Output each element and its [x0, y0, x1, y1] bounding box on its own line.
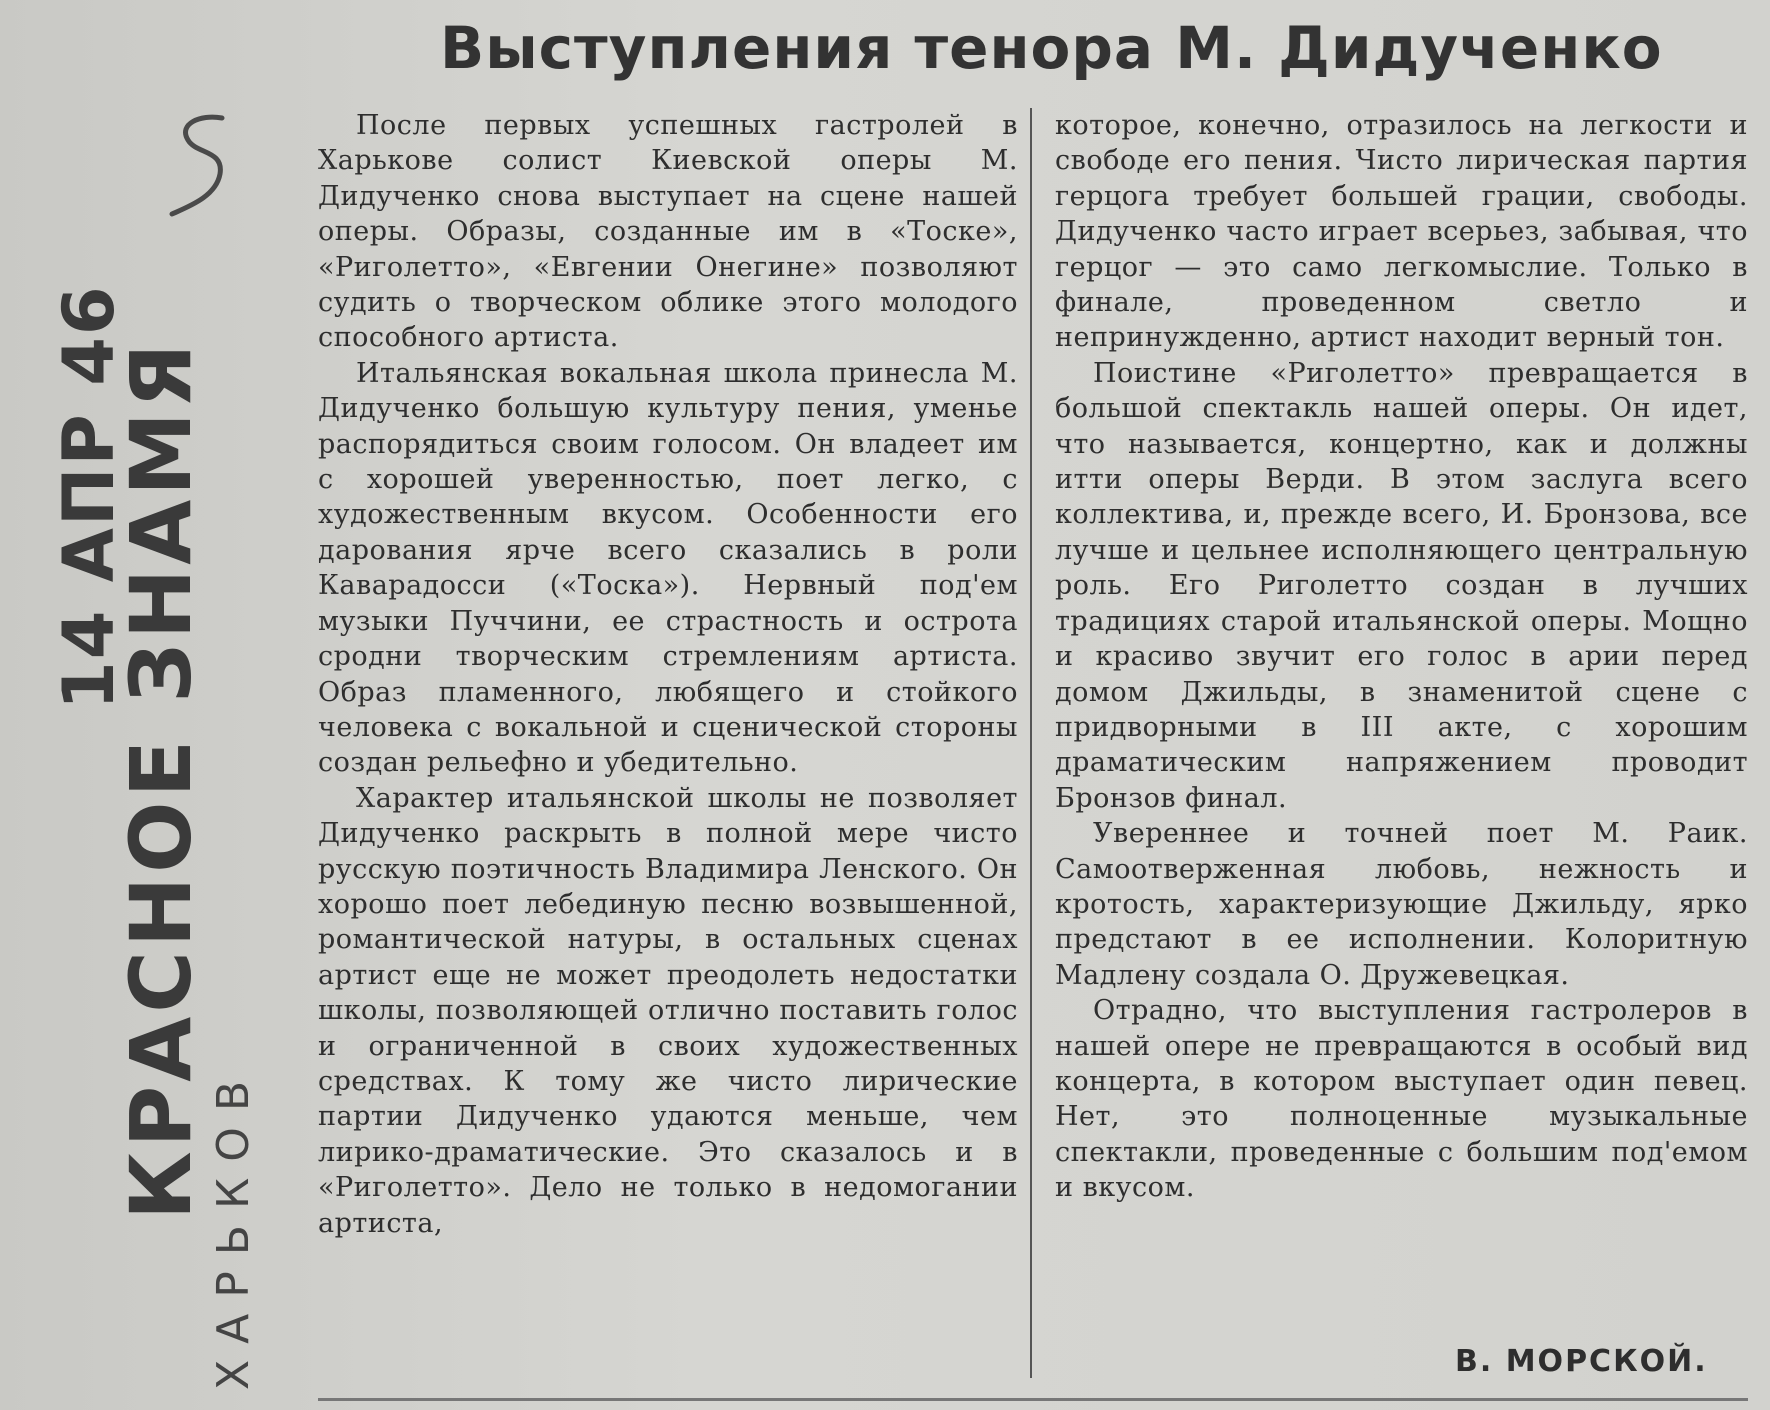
stamp-newspaper-name: КРАСНОЕ ЗНАМЯ [112, 339, 210, 1220]
paragraph: которое, конечно, отразилось на легкости и свободе его пения. Чисто лирическая партия герцога требует большей грации, свободы. Дидученко часто играет всерьез, забывая, что герцог — это само легкомыслие. Только в финале, проведенном светло и непринужденно, артист находит верный тон. [1055, 110, 1748, 354]
paragraph: После первых успешных гастролей в Харькове солист Киевской оперы М. Дидученко снова выступает на сцене нашей оперы. Образы, созданные им в «Тоске», «Риголетто», «Евгении Онегине» позволяют судить о творческом облике этого молодого способного артиста. [318, 110, 1018, 354]
article-column-left [318, 108, 1018, 1241]
column-divider [1030, 108, 1032, 1378]
article-column-right [1055, 108, 1748, 1206]
paragraph: Характер итальянской школы не позволяет Дидученко раскрыть в полной мере чисто русскую поэтичность Владимира Ленского. Он хорошо поет лебединую песню возвышенной, романтической натуры, в остальных сценах артист еще не может преодолеть недостатки школы, позволяющей отлично поставить голос и ограниченной в своих художественных средствах. К тому же чисто лирические партии Дидученко удаются меньше, чем лирико-драматические. Это сказалось и в «Риголетто». Дело не только в недомогании артиста, [318, 782, 1018, 1239]
handwritten-number-mark [160, 110, 240, 230]
stamp-date: 14 АПР 46 [48, 284, 130, 710]
newspaper-stamp [30, 284, 259, 1390]
author-byline: В. МОРСКОЙ. [1455, 1344, 1708, 1379]
article-headline: Выступления тенора М. Дидученко [440, 14, 1663, 82]
paragraph: Итальянская вокальная школа принесла М. Дидученко большую культуру пения, уменье распорядиться своим голосом. Он владеет им с хорошей уверенностью, поет легко, с художественным вкусом. Особенности его дарования ярче всего сказались в роли Каварадосси («Тоска»). Нервный под'ем музыки Пуччини, ее страстность и острота сродни творческим стремлениям артиста. Образ пламенного, любящего и стойкого человека с вокальной и сценической стороны создан рельефно и убедительно. [318, 357, 1018, 779]
paragraph: Отрадно, что выступления гастролеров в нашей опере не превращаются в особый вид концерта, в котором выступает один певец. Нет, это полноценные музыкальные спектакли, проведенные с большим под'емом и вкусом. [1055, 995, 1748, 1204]
paragraph: Поистине «Риголетто» превращается в большой спектакль нашей оперы. Он идет, что называется, концертно, как и должны итти оперы Верди. В этом заслуга всего коллектива, и, прежде всего, И. Бронзова, все лучше и цельнее исполняющего центральную роль. Его Риголетто создан в лучших традициях старой итальянской оперы. Мощно и красиво звучит его голос в арии перед домом Джильды, в знаменитой сцене с придворными в III акте, с хорошим драматическим напряжением проводит Бронзов финал. [1055, 357, 1748, 814]
clipping-bottom-rule [318, 1398, 1748, 1401]
paragraph: Увереннее и точней поет М. Раик. Самоотверженная любовь, нежность и кротость, характеризующие Джильду, ярко предстают в ее исполнении. Колоритную Мадлену создала О. Дружевецкая. [1055, 818, 1748, 991]
stamp-city: ХАРЬКОВ [208, 1064, 259, 1390]
